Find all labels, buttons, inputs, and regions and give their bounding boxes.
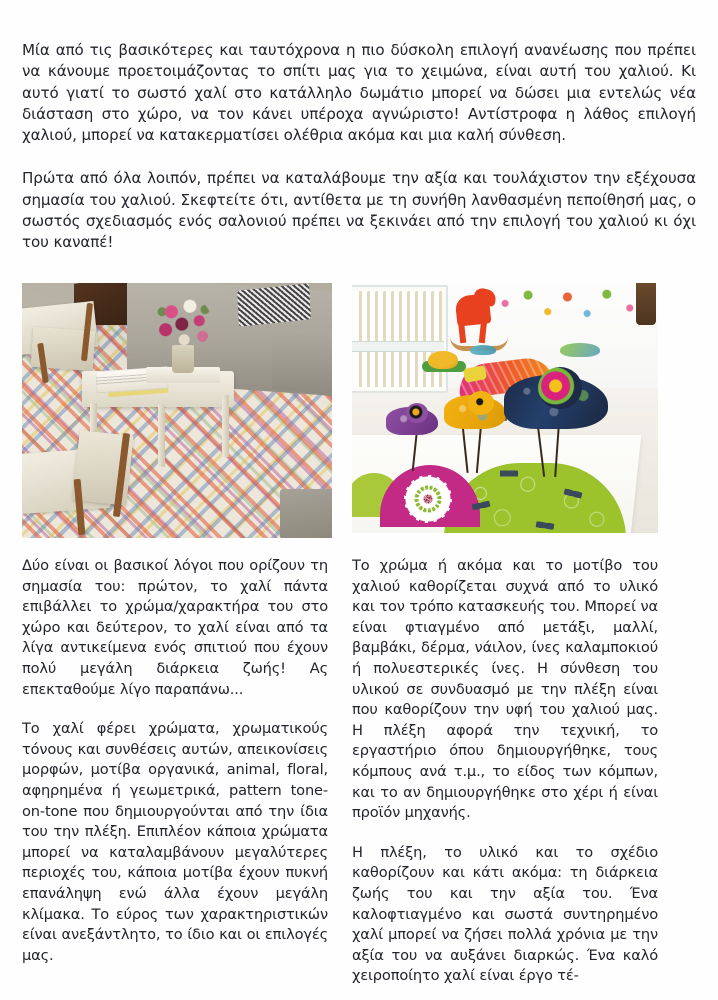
flower-bouquet xyxy=(154,295,212,351)
rug-bird-yellow-head xyxy=(468,391,494,415)
living-room-patchwork-rug-photo xyxy=(22,283,332,538)
body-columns xyxy=(22,556,698,987)
wall-decal-tree xyxy=(636,283,656,325)
right-column-paragraph-1: Το χρώμα ή ακόμα και το μοτίβο του χαλιού καθορίζεται συχνά από το υλικό και τον τρόπο κατασκευής του. Μπορεί να είναι φτιαγμένο από μετάξι, μαλλί, βαμβάκι, δέρμα, νάιλον, ίνες καλαμποκιού ή πολυεστερικές ίνες. Η σύνθεση του υλικού σε συνδυασμό με την πλέξη είναι που καθορίζουν την υφή του χαλιού μας. Η πλέξη αφορά την τεχνική, το εργαστήριο όπου δημιουργήθηκε, τους κόμπους ανά τ.μ., το είδος των κόμπων, και το αν δημιουργήθηκε στο χέρι ή είναι προϊόν μηχανής. xyxy=(352,557,658,822)
intro-section xyxy=(22,40,696,254)
turtle-shell xyxy=(428,351,458,369)
intro-paragraph-1: Μία από τις βασικότερες και ταυτόχρονα η πιο δύσκολη επιλογή ανανέωσης που πρέπει να κάνουμε προετοιμάζοντας το σπίτι μας για το χειμώνα, είναι αυτή του χαλιού. Κι αυτό γιατί το σωστό χαλί στο κατάλληλο δωμάτιο μπορεί να δώσει μια εντελώς νέα διάσταση στο χώρο, να τον κάνει υπέροχα αγνώριστο! Αντίστροφα η λάθος επιλογή χαλιού, μπορεί να κατακερματίσει ολέθρια ακόμα και μια καλή σύνθεση. xyxy=(22,41,696,145)
baby-crib xyxy=(352,285,448,393)
rug-daisy-petals xyxy=(404,475,452,523)
grey-ottoman xyxy=(280,489,332,538)
table-leg xyxy=(158,405,165,467)
rug-floating-shape xyxy=(560,343,600,357)
photo-strip xyxy=(22,283,658,536)
right-column xyxy=(352,556,658,987)
intro-paragraph-2: Πρώτα από όλα λοιπόν, πρέπει να καταλάβουμε την αξία και τουλάχιστον την εξέχουσα σημασία του χαλιού. Σκεφτείτε ότι, αντίθετα με τη συνήθη λανθασμένη πεποίθησή μας, ο σωστός σχεδιασμός ενός σαλονιού πρέπει να ξεκινάει από την επιλογή του χαλιού κι όχι του καναπέ! xyxy=(22,169,696,252)
rug-floating-shape xyxy=(470,345,496,355)
houndstooth-cushion xyxy=(237,283,311,326)
rug-bird-navy-head xyxy=(538,367,582,409)
rug-bird-purple-head xyxy=(406,403,428,423)
wall-decals xyxy=(492,285,656,331)
left-column-paragraph-2: Το χαλί φέρει χρώματα, χρωματικούς τόνους και συνθέσεις αυτών, απεικονίσεις μορφών, μοτίβα οργανικά, animal, floral, αφηρημένα ή γεωμετρικά, pattern tone-on-tone που δημιουργούνται από την ίδια του την πλέξη. Επιπλέον κάποια χρώματα μπορεί να καταλαμβάνουν μεγαλύτερες περιοχές του, κάποια μοτίβα έχουν πυκνή επανάληψη ενώ άλλα έχουν μεγάλη κλίμακα. Το εύρος των χαρακτηριστικών είναι ανεξάντλητο, το ίδιο και οι επιλογές μας. xyxy=(22,720,328,964)
right-column-paragraph-2: Η πλέξη, το υλικό και το σχέδιο καθορίζουν και κάτι ακόμα: τη διάρκεια ζωής του και την αξία του. Ένα καλοφτιαγμένο και σωστά συντηρημένο χαλί μπορεί να ζήσει πολλά χρόνια με την αξία του να αυξάνει διαρκώς. Ένα καλό χειροποίητο χαλί είναι έργο τέ- xyxy=(352,843,658,985)
grey-sofa-section xyxy=(272,327,332,398)
red-rocking-horse xyxy=(450,289,508,347)
table-leg xyxy=(222,395,229,457)
rug-butterfly xyxy=(500,469,518,478)
kids-room-bird-rug-photo xyxy=(352,283,658,533)
left-column-paragraph-1: Δύο είναι οι βασικοί λόγοι που ορίζουν τη σημασία του: πρώτον, το χαλί πάντα επιβάλλει το χρώμα/χαρακτήρα του στο χώρο και δεύτερον, το χαλί είναι από τα λίγα αντικείμενα ενός σπιτιού που έχουν πολύ μεγάλη διάρκεια ζωής! Ας επεκταθούμε λίγο παραπάνω... xyxy=(22,557,328,698)
left-column xyxy=(22,556,328,987)
